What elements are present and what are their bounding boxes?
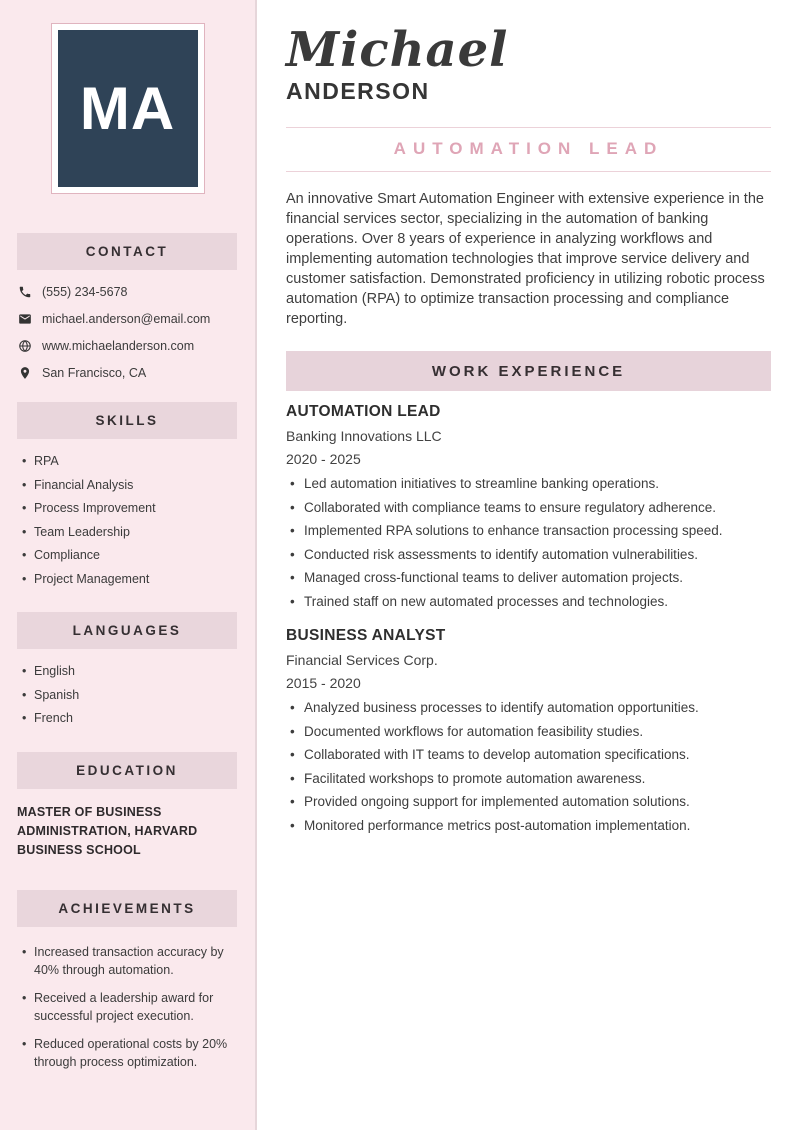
job-bullet: • Led automation initiatives to streamline banking operations. [286,477,771,491]
job-bullet: • Facilitated workshops to promote automation awareness. [286,772,771,786]
contact-item-location [18,365,237,381]
email-icon [18,312,32,326]
job-bullet: • Documented workflows for automation feasibility studies. [286,725,771,739]
phone-number: (555) 234-5678 [42,285,128,299]
avatar [51,23,205,194]
job-bullet: • Analyzed business processes to identify automation opportunities. [286,701,771,715]
achievement-item: • Received a leadership award for successful project execution. [22,989,239,1026]
phone-icon [18,285,32,299]
education-degree: MASTER OF BUSINESS ADMINISTRATION, HARVARD BUSINESS SCHOOL [17,804,198,857]
contact-section-heading: CONTACT [17,233,237,270]
location-text: San Francisco, CA [42,366,147,380]
avatar-initials: MA [79,75,176,142]
job-company: Banking Innovations LLC [286,428,442,444]
avatar-monogram [58,30,198,187]
professional-summary: An innovative Smart Automation Engineer with extensive experience in the financial services sector, specializing in the automation of banking operations. Over 8 years of experience in analyzing workflows and implementing automation technologies that improve service delivery and customer satisfaction. Demonstrated proficiency in utilizing robotic process automation (RPA) to optimize transaction processing and compliance reporting. [286,191,765,327]
email-address: michael.anderson@email.com [42,312,211,326]
skill-item: • Financial Analysis [22,478,237,493]
website-url: www.michaelanderson.com [42,339,195,353]
languages-section-heading: LANGUAGES [17,612,237,649]
language-item: • Spanish [22,688,237,703]
last-name: ANDERSON [286,78,430,104]
sidebar [0,0,257,1130]
achievements-section-heading: ACHIEVEMENTS [17,890,237,927]
job-bullet: • Monitored performance metrics post-automation implementation. [286,819,771,833]
achievements-list [0,927,255,1072]
role-title-block [286,127,771,172]
location-icon [18,366,32,380]
education-section-heading: EDUCATION [17,752,237,789]
job-bullet: • Implemented RPA solutions to enhance transaction processing speed. [286,524,771,538]
main-content [257,0,800,1130]
job-title: BUSINESS ANALYST [286,627,446,644]
job-bullet: • Managed cross-functional teams to deliver automation projects. [286,571,771,585]
languages-list [0,649,255,726]
job-bullet: • Trained staff on new automated processes and technologies. [286,595,771,609]
language-item: • English [22,664,237,679]
role-title: AUTOMATION LEAD [393,139,664,158]
job-bullet-list [286,477,771,608]
skill-item: • Compliance [22,548,237,563]
job-bullet: • Provided ongoing support for implemented automation solutions. [286,795,771,809]
job-bullet: • Conducted risk assessments to identify automation vulnerabilities. [286,548,771,562]
contact-list [0,270,255,381]
skills-list [0,439,255,586]
job-title: AUTOMATION LEAD [286,403,441,420]
skills-section-heading: SKILLS [17,402,237,439]
first-name: Michael [286,22,509,78]
job-bullet: • Collaborated with compliance teams to ensure regulatory adherence. [286,501,771,515]
job-entry [286,403,771,608]
contact-item-phone [18,284,237,300]
achievement-item: • Increased transaction accuracy by 40% through automation. [22,943,239,980]
job-bullet: • Collaborated with IT teams to develop automation specifications. [286,748,771,762]
work-experience-heading: WORK EXPERIENCE [286,351,771,391]
skill-item: • RPA [22,454,237,469]
job-dates: 2020 - 2025 [286,451,361,467]
contact-item-email [18,311,237,327]
divider-bottom [286,171,771,172]
skill-item: • Project Management [22,572,237,587]
job-bullet-list [286,701,771,832]
contact-item-website [18,338,237,354]
achievement-item: • Reduced operational costs by 20% through process optimization. [22,1035,239,1072]
job-dates: 2015 - 2020 [286,675,361,691]
job-company: Financial Services Corp. [286,652,438,668]
skill-item: • Team Leadership [22,525,237,540]
skill-item: • Process Improvement [22,501,237,516]
job-entry [286,627,771,832]
language-item: • French [22,711,237,726]
website-icon [18,339,32,353]
